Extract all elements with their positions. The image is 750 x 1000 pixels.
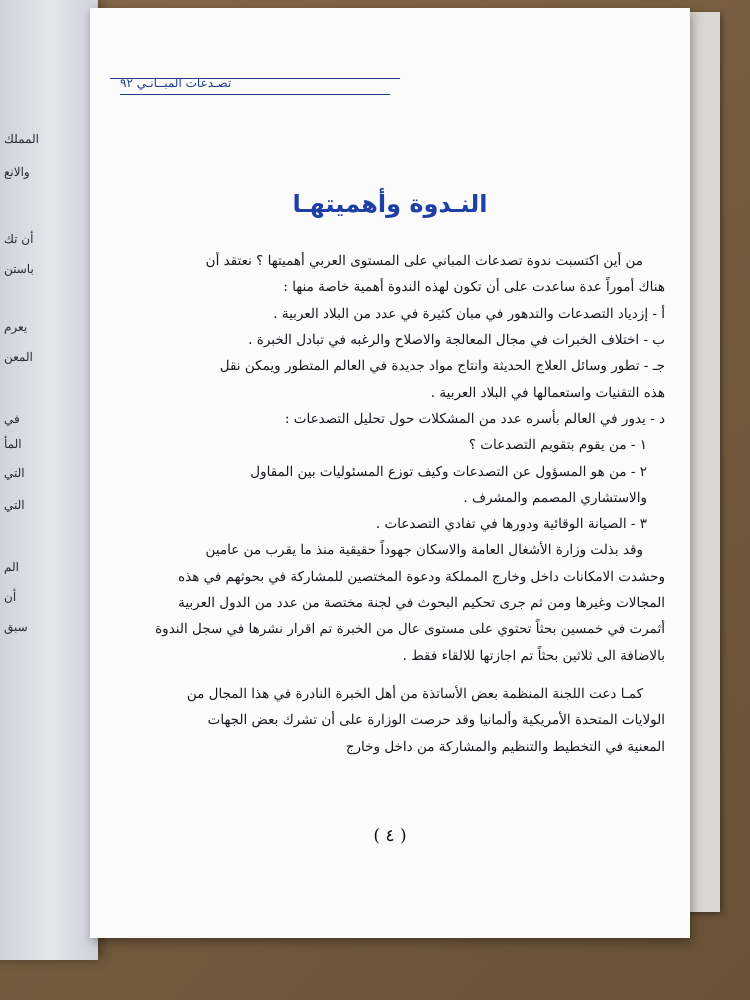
- sub-list-continuation: والاستشاري المصمم والمشرف .: [463, 489, 647, 506]
- header-rule: [110, 78, 400, 79]
- subitem-text: الصيانة الوقائية ودورها في تفادي التصدعات .: [375, 516, 627, 533]
- left-page-fragment: المعن: [4, 350, 33, 364]
- paragraph-line: بالاضافة الى ثلاثين بحثاً تم اجازتها للالقاء فقط .: [402, 647, 665, 664]
- left-page-fragment: في: [4, 412, 20, 426]
- header-rule: [120, 94, 390, 95]
- paragraph-line: وحشدت الامكانات داخل وخارج المملكة ودعوة المختصين للمشاركة في بحوثهم في هذه: [178, 568, 665, 585]
- left-page-fragment: التي: [4, 498, 25, 512]
- subitem-label: ٣ -: [630, 516, 647, 533]
- item-text: يدور في العالم بأسره عدد من المشكلات حول تحليل التصدعات :: [284, 410, 646, 427]
- left-page-fragment: المأ: [4, 437, 22, 451]
- paragraph-line: كمـا دعت اللجنة المنظمة بعض الأساتذة من أهل الخبرة النادرة في هذا المجال من: [186, 686, 643, 702]
- subitem-text: من يقوم بتقويم التصدعات ؟: [468, 437, 627, 454]
- item-text: اختلاف الخبرات في مجال المعالجة والاصلاح والرغبه في تبادل الخبرة .: [248, 331, 640, 348]
- left-facing-page: [0, 0, 98, 960]
- list-item: [120, 353, 665, 379]
- paragraph-line: المعنية في التخطيط والتنظيم والمشاركة من داخل وخارج: [345, 738, 665, 755]
- paragraph-line: أثمرت في خمسين بحثاً تحتوي على مستوى عال من الخبرة تم اقرار نشرها في سجل الندوة: [155, 621, 665, 638]
- section-title: النـدوة وأهميتهـا: [292, 190, 488, 218]
- left-page-fragment: يعرم: [4, 320, 28, 334]
- list-item: [120, 301, 665, 327]
- running-title: تصـدعات المبــانـي ٩٢: [120, 76, 232, 90]
- left-page-fragment: أن: [4, 590, 17, 604]
- sub-list-item: [120, 459, 665, 485]
- running-header: [120, 76, 360, 100]
- page-number: ( ٤ ): [373, 826, 407, 846]
- list-item: [120, 327, 665, 353]
- body-text: [120, 248, 665, 760]
- left-page-fragment: باستن: [4, 262, 34, 276]
- book-page: [90, 8, 690, 938]
- subitem-text: من هو المسؤول عن التصدعات وكيف توزع المسئوليات بين المقاول: [250, 463, 627, 480]
- item-label: أ -: [652, 305, 665, 322]
- sub-list-item: [120, 511, 665, 537]
- intro-line: من أين اكتسبت ندوة تصدعات المباني على المستوى العربي أهميتها ؟ نعتقد أن: [205, 253, 643, 269]
- subitem-label: ١ -: [630, 437, 647, 454]
- left-page-fragment: والانع: [4, 165, 30, 179]
- item-label: ب -: [643, 331, 665, 348]
- list-item: [120, 406, 665, 432]
- paragraph-line: وقد بذلت وزارة الأشغال العامة والاسكان جهوداً حقيقية منذ ما يقرب من عامين: [205, 542, 643, 559]
- list-item-continuation: هذه التقنيات واستعمالها في البلاد العربية .: [430, 384, 665, 401]
- paragraph-line: الولايات المتحدة الأمريكية وألمانيا وقد حرصت الوزارة على أن تشرك بعض الجهات: [207, 712, 665, 729]
- item-label: جـ -: [643, 358, 665, 375]
- left-page-fragment: أن تك: [4, 232, 34, 246]
- left-page-fragment: التي: [4, 466, 25, 480]
- item-text: إزدياد التصدعات والتدهور في مبان كثيرة في عدد من البلاد العربية .: [273, 305, 649, 322]
- item-label: د -: [650, 410, 665, 427]
- paragraph-line: المجالات وغيرها ومن ثم جرى تحكيم البحوث في لجنة مختصة من عدد من الدول العربية: [178, 595, 665, 612]
- sub-list-item: [120, 432, 665, 458]
- subitem-label: ٢ -: [630, 463, 647, 480]
- left-page-fragment: الم: [4, 560, 19, 574]
- left-page-fragment: المملك: [4, 132, 39, 146]
- item-text: تطور وسائل العلاج الحديثة وانتاج مواد جديدة في العالم المتطور ويمكن نقل: [219, 358, 640, 375]
- intro-line: هناك أموراً عدة ساعدت على أن تكون لهذه الندوة أهمية خاصة منها :: [283, 279, 665, 296]
- left-page-fragment: سبق: [4, 620, 28, 634]
